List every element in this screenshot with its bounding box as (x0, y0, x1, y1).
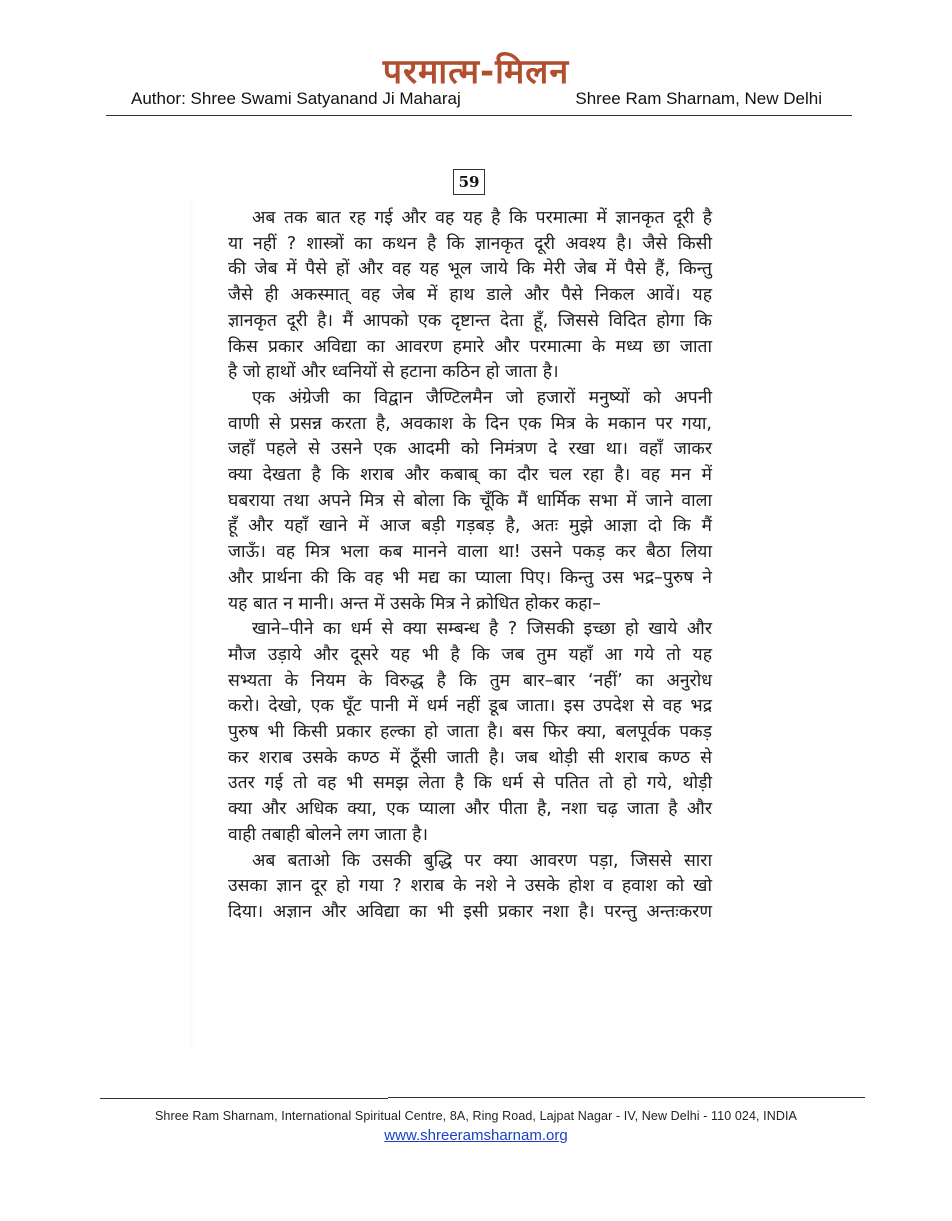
text-line: करो। देखो, एक घूँट पानी में धर्म नहीं डूब जाता। इस उपदेश से वह भद्र (228, 696, 712, 717)
text-line: किस प्रकार अविद्या का आवरण हमारे और परमात्मा के मध्य छा जाता (228, 336, 712, 357)
text-line: क्या और अधिक क्या, एक प्याला और पीता है, नशा चढ़ जाता है और (228, 799, 712, 820)
publisher-name: Shree Ram Sharnam, New Delhi (575, 89, 822, 108)
body-text (228, 206, 712, 926)
paragraph (228, 617, 712, 848)
text-line: वाही तबाही बोलने लग जाता है। (228, 824, 428, 845)
paragraph (228, 206, 712, 386)
text-line: हूँ और यहाँ खाने में आज बड़ी गड़बड़ है, अतः मुझे आज्ञा दो कि मैं (228, 516, 712, 537)
footer-address: Shree Ram Sharnam, International Spiritual Centre, 8A, Ring Road, Lajpat Nagar - IV, New Delhi - 110 024, INDIA (155, 1109, 797, 1123)
text-line: अब तक बात रह गई और वह यह है कि परमात्मा में ज्ञानकृत दूरी है (252, 208, 712, 228)
footer-divider-left (100, 1098, 388, 1099)
scan-spine-shadow (190, 200, 196, 1050)
text-line: जैसे ही अकस्मात् वह जेब में हाथ डाले और पैसे निकल आवें। यह (228, 285, 712, 306)
text-line: है जो हाथों और ध्वनियों से हटाना कठिन हो जाता है। (228, 362, 559, 383)
text-line: की जेब में पैसे हों और वह यह भूल जाये कि मेरी जेब में पैसे हैं, किन्तु (228, 259, 712, 280)
author-credit: Author: Shree Swami Satyanand Ji Maharaj (131, 89, 461, 108)
text-line: या नहीं ? शास्त्रों का कथन है कि ज्ञानकृत दूरी अवश्य है। जैसे किसी (228, 233, 712, 254)
text-line: ज्ञानकृत दूरी है। मैं आपको एक दृष्टान्त देता हूँ, जिससे विदित होगा कि (228, 310, 712, 331)
header-divider (106, 115, 852, 116)
text-line: वाणी से प्रसन्न करता है, अवकाश के दिन एक मित्र के मकान पर गया, (228, 413, 712, 434)
text-line: यह बात न मानी। अन्त में उसके मित्र ने क्रोधित होकर कहा– (228, 593, 601, 614)
text-line: दिया। अज्ञान और अविद्या का भी इसी प्रकार नशा है। परन्तु अन्तःकरण (228, 901, 712, 922)
text-line: सभ्यता के नियम के विरुद्ध है कि तुम बार–बार ‘नहीं’ का अनुरोध (228, 670, 712, 691)
text-line: एक अंग्रेजी का विद्वान जैण्टिलमैन जो हजारों मनुष्यों को अपनी (252, 387, 712, 408)
text-line: मौज उड़ाये और दूसरे यह भी है कि जब तुम यहाँ आ गये तो यह (228, 644, 712, 665)
text-line: और प्रार्थना की कि वह भी मद्य का प्याला पिए। किन्तु उस भद्र–पुरुष ने (228, 567, 712, 588)
paragraph (228, 386, 712, 617)
footer-website-link[interactable]: www.shreeramsharnam.org (384, 1127, 568, 1144)
text-line: उतर गई तो वह भी समझ लेता है कि धर्म से पतित तो हो गये, थोड़ी (228, 773, 712, 794)
text-line: उसका ज्ञान दूर हो गया ? शराब के नशे ने उसके होश व हवाश को खो (228, 876, 712, 897)
text-line: पुरुष भी किसी प्रकार हल्का हो जाता है। बस फिर क्या, बलपूर्वक पकड़ (228, 722, 712, 743)
text-line: कर शराब उसके कण्ठ में ठूँसी जाती है। जब थोड़ी सी शराब कण्ठ से (228, 747, 712, 768)
text-line: क्या देखता है कि शराब और कबाब् का दौर चल रहा है। वह मन में (228, 465, 712, 486)
text-line: खाने–पीने का धर्म से क्या सम्बन्ध है ? जिसकी इच्छा हो खाये और (252, 619, 712, 640)
text-line: अब बताओ कि उसकी बुद्धि पर क्या आवरण पड़ा, जिससे सारा (252, 850, 712, 871)
text-line: जाऊँ। वह मित्र भला कब मानने वाला था! उसने पकड़ कर बैठा लिया (228, 542, 712, 563)
paragraph (228, 849, 712, 926)
text-line: घबराया तथा अपने मित्र से बोला कि चूँकि मैं धार्मिक सभा में जाने वाला (228, 490, 712, 511)
page-number-box: 59 (453, 169, 485, 195)
text-line: जहाँ पहले से उसने एक आदमी को निमंत्रण दे रखा था। वहाँ जाकर (228, 439, 712, 460)
book-title: परमात्म-मिलन (382, 52, 570, 92)
footer-divider-right (388, 1097, 865, 1098)
